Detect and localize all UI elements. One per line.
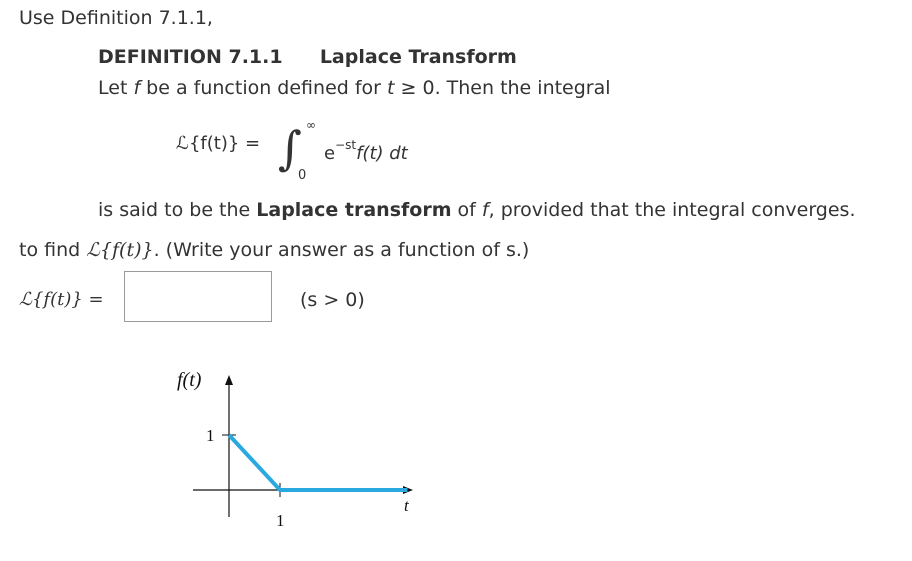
- y-tick-label: 1: [206, 426, 215, 445]
- intro-text: Use Definition 7.1.1,: [19, 7, 213, 29]
- text-fragment: . (Write your answer as a function of s.): [153, 239, 530, 261]
- symbol-t: t: [387, 77, 395, 99]
- symbol-f: f: [133, 77, 141, 99]
- integral-sign: ∫: [278, 121, 302, 175]
- definition-number: DEFINITION 7.1.1: [98, 46, 283, 68]
- text-fragment: , provided that the integral converges.: [488, 199, 856, 221]
- function-line: [229, 435, 408, 490]
- text-fragment: is said to be the: [98, 199, 257, 221]
- text-fragment: of: [451, 199, 482, 221]
- x-axis-label: t: [404, 496, 409, 515]
- exp-base: e: [324, 143, 336, 164]
- laplace-symbol: ℒ{f(t)}: [86, 239, 154, 261]
- text-fragment: be a function defined for: [140, 77, 388, 99]
- answer-condition: (s > 0): [300, 289, 365, 311]
- bold-term: Laplace transform: [256, 199, 452, 221]
- x-tick-label: 1: [276, 511, 285, 530]
- formula-rest: f(t) dt: [356, 143, 408, 164]
- formula-lhs: ℒ{f(t)} =: [176, 133, 261, 154]
- text-fragment: Let: [98, 77, 134, 99]
- exp-power: −st: [335, 138, 357, 152]
- definition-name: Laplace Transform: [319, 46, 517, 68]
- text-fragment: to find: [19, 239, 87, 261]
- text-fragment: ≥ 0. Then the integral: [394, 77, 611, 99]
- symbol-f: f: [481, 199, 489, 221]
- integral-upper-limit: ∞: [306, 118, 316, 132]
- integral-lower-limit: 0: [298, 168, 307, 183]
- y-axis-arrow: [225, 375, 233, 385]
- answer-lhs: ℒ{f(t)} =: [19, 289, 104, 310]
- y-axis-label: f(t): [177, 369, 202, 391]
